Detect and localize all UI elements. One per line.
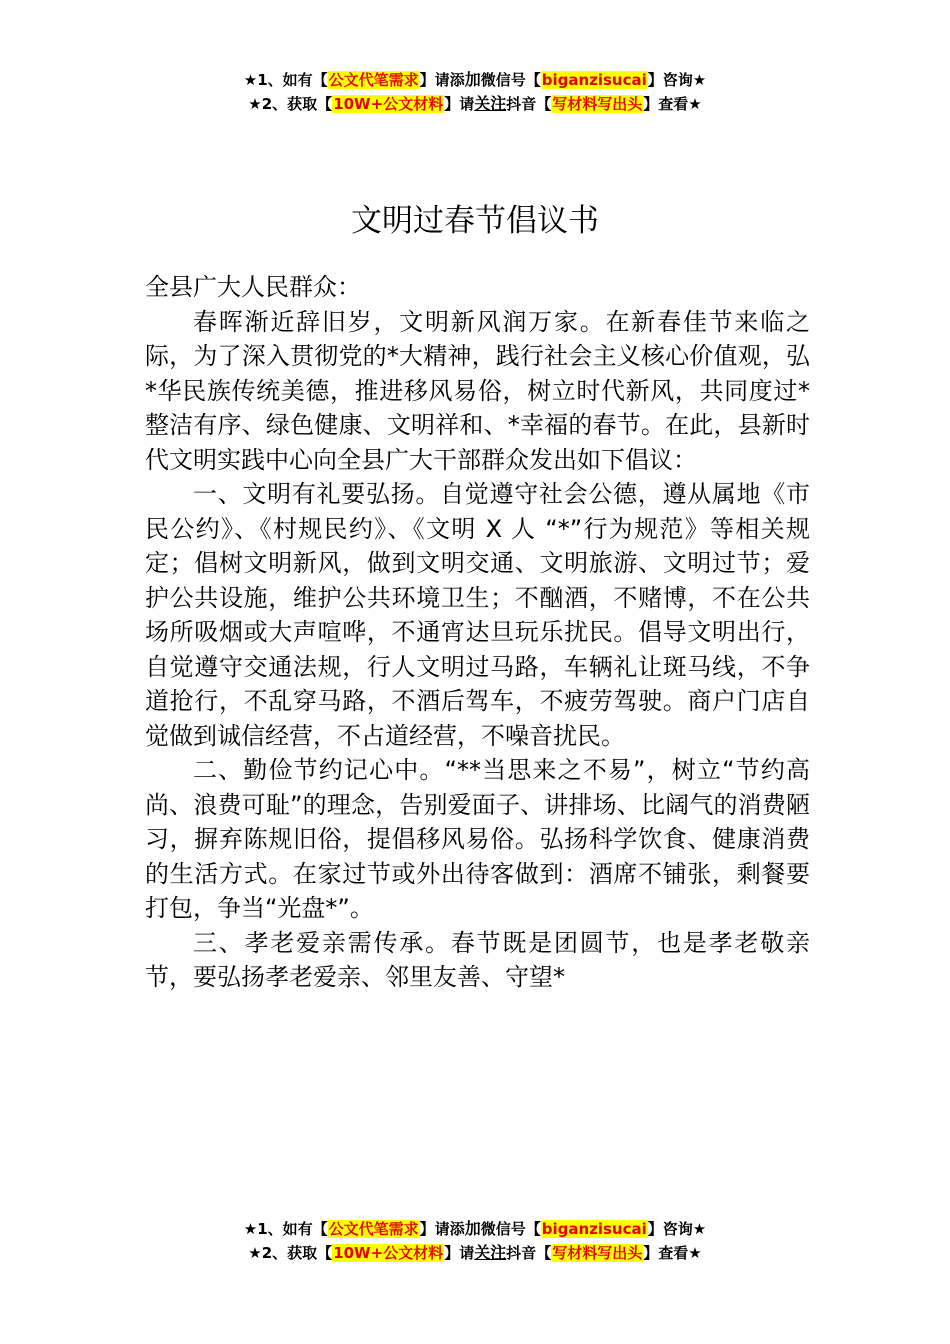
header-banner <box>0 68 950 116</box>
banner-text: 】咨询★ <box>647 1220 707 1238</box>
banner-emphasis: 加 <box>464 70 481 89</box>
banner-highlight: biganzisucai <box>541 1220 647 1238</box>
banner-text: ★2、获取【 <box>248 1244 333 1262</box>
banner-text: 】咨询★ <box>647 71 707 89</box>
banner-text: 】查看★ <box>643 95 702 113</box>
banner-text: 】请 <box>444 1244 475 1262</box>
banner-text: ★1、如有【 <box>243 71 328 89</box>
banner-highlight: 10W+公文材料 <box>333 1244 444 1262</box>
paragraph-intro: 春晖渐近辞旧岁，文明新风润万家。在新春佳节来临之际，为了深入贯彻党的*大精神，践行社会主义核心价值观，弘*华民族传统美德，推进移风易俗，树立时代新风，共同度过*整洁有序、绿色健康、文明祥和、*幸福的春节。在此，县新时代文明实践中心向全县广大干部群众发出如下倡议： <box>145 307 810 474</box>
page-title: 文明过春节倡议书 <box>351 202 599 239</box>
banner-text: 】查看★ <box>643 1244 702 1262</box>
banner-text: 】请 <box>444 95 475 113</box>
banner-highlight: 写材料写出头 <box>552 1244 643 1262</box>
paragraph-section-3: 三、孝老爱亲需传承。春节既是团圆节，也是孝老敬亲节，要弘扬孝老爱亲、邻里友善、守望* <box>145 928 810 991</box>
banner-text: 抖音【 <box>506 1244 552 1262</box>
banner-text: 抖音【 <box>506 95 552 113</box>
banner-highlight: 10W+公文材料 <box>333 95 444 113</box>
banner-text: 】请添 <box>419 71 465 89</box>
banner-line-1 <box>0 1217 950 1241</box>
banner-highlight: 公文代笔需求 <box>328 71 419 89</box>
banner-text: 】请添 <box>419 1220 465 1238</box>
banner-highlight: biganzisucai <box>541 71 647 89</box>
salutation: 全县广大人民群众： <box>145 273 361 301</box>
banner-emphasis: 加 <box>464 1219 481 1238</box>
footer-banner <box>0 1217 950 1265</box>
paragraph-section-2: 二、勤俭节约记心中。“**当思来之不易”，树立“节约高尚、浪费可耻”的理念，告别爱面子、讲排场、比阔气的消费陋习，摒弃陈规旧俗，提倡移风易俗。弘扬科学饮食、健康消费的生活方式。在家过节或外出待客做到：酒席不铺张，剩餐要打包，争当“光盘*”。 <box>145 756 810 922</box>
banner-line-2 <box>0 92 950 116</box>
banner-text: ★2、获取【 <box>248 95 333 113</box>
banner-highlight: 写材料写出头 <box>552 95 643 113</box>
banner-text: ★1、如有【 <box>243 1220 328 1238</box>
banner-line-2 <box>0 1241 950 1265</box>
banner-emphasis: 关注 <box>474 94 507 113</box>
banner-text: 微信号【 <box>480 71 541 89</box>
banner-emphasis: 关注 <box>474 1243 507 1262</box>
banner-highlight: 公文代笔需求 <box>328 1220 419 1238</box>
paragraph-section-1: 一、文明有礼要弘扬。自觉遵守社会公德，遵从属地《市民公约》、《村规民约》、《文明 X 人 “*”行为规范》等相关规定；倡树文明新风，做到文明交通、文明旅游、文明过节；爱护公共设施，维护公共环境卫生；不酗酒，不赌博，不在公共场所吸烟或大声喧哗，不通宵达旦玩乐扰民。倡导文明出行，自觉遵守交通法规，行人文明过马路，车辆礼让斑马线，不争道抢行，不乱穿马路，不酒后驾车，不疲劳驾驶。商户门店自觉做到诚信经营，不占道经营，不噪音扰民。 <box>145 480 810 750</box>
banner-text: 微信号【 <box>480 1220 541 1238</box>
document-body <box>145 270 810 995</box>
banner-line-1 <box>0 68 950 92</box>
